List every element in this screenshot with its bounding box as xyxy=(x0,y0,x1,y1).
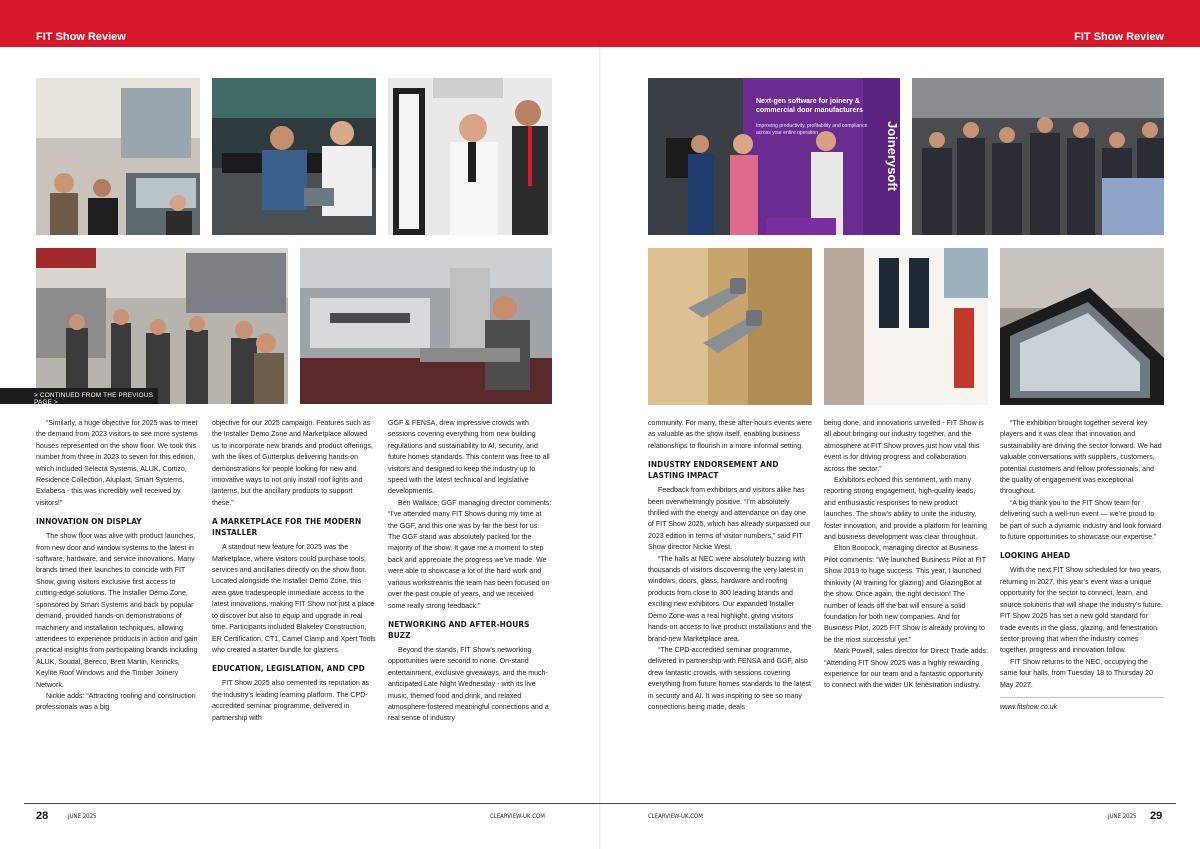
paragraph: Nickie adds: “Attracting roofing and construction professionals was a big xyxy=(36,692,196,712)
photo-seminar-audience xyxy=(912,78,1164,235)
header-bar xyxy=(0,0,1200,47)
paragraph: community. For many, these after-hours events were as valuable as the show itself, enabling business relationships to flourish in a more informal setting. xyxy=(648,420,812,450)
continued-label: > CONTINUED FROM THE PREVIOUS PAGE > xyxy=(0,388,158,404)
photo-machinery-operator xyxy=(300,248,552,404)
photo-composite-door xyxy=(824,248,988,405)
subheading-education: EDUCATION, LEGISLATION, AND CPD xyxy=(212,663,365,674)
subheading-innovation: INNOVATION ON DISPLAY xyxy=(36,516,142,527)
paragraph: Feedback from exhibitors and visitors alike has been overwhelmingly positive. “I’m absolutely thrilled with the energy and attendance on day one of FIT Show 2025, which has already surpassed our 2023 edition in terms of visitor numbers,” said FIT Show director Nickie West. xyxy=(648,487,811,552)
article-column-4 xyxy=(648,418,812,713)
paragraph: “A big thank you to the FIT Show team for delivering such a well-run event — we’re proud to be part of such a dynamic industry and look forward to future opportunities to showcase our expertise.” xyxy=(1000,499,1162,542)
paragraph: “Similarly, a huge objective for 2025 was to meet the demand from 2023 visitors to see more systems houses represented on the show floor. We took this number from three in 2023 to seven for this edition, which included Selecta Systems, ALUK, Cortizo, Residence Collection, Aluplast, Smart Systems, Exlabesa - this was incredibly well received by visitors!” xyxy=(36,420,198,507)
joinerysoft-sign-subline: Improving productivity, profitability and compliance across your entire operation xyxy=(756,123,868,136)
paragraph: Exhibitors echoed this sentiment, with many reporting strong engagement, high-quality leads, and enthusiastic responses to new product launches. The show’s ability to unite the industry, foster innovation, and provide a platform for learning and business development was clear throughout. xyxy=(824,477,987,542)
subheading-networking: NETWORKING AND AFTER-HOURS BUZZ xyxy=(388,618,530,640)
article-column-2 xyxy=(212,418,376,724)
paragraph: “The exhibition brought together several key players and it was clear that innovation and sustainability are driving the sector forward. We had valuable conversations with suppliers, customers, potential customers and fellow professionals, and the quality of engagement was exceptional throughout. xyxy=(1000,420,1162,496)
paragraph: “The CPD-accredited seminar programme, delivered in partnership with FENSA and GGF, also drew fantastic crowds, with sessions covering everything from future homes standards to the latest in security and AI. It was inspiring to see so many connections being made, deals xyxy=(648,646,811,711)
page-number-right: 29 xyxy=(1150,810,1163,822)
photo-door-handles xyxy=(648,248,812,405)
section-title-right: FIT Show Review xyxy=(1074,31,1164,43)
paragraph: A standout new feature for 2025 was the Marketplace, where visitors could purchase tools, services and ancillaries directly on the show floor. Located alongside the Installer Demo Zone, this area gave tradespeople immediate access to the latest innovations, making FIT Show not just a place to discover but also to equip and upgrade in real time. Participants included Blakeley Construction, ER Certification, CT1, Camel Clamp and Xpert Tools who created a starter bundle for glaziers. xyxy=(212,544,376,654)
joinerysoft-brand-vertical: Joinerysoft xyxy=(885,120,900,192)
site-url-left[interactable]: CLEARVIEW-UK.COM xyxy=(490,813,545,820)
spread-gutter xyxy=(599,47,601,849)
photo-show-floor-crowd xyxy=(36,248,288,404)
page-number-left: 28 xyxy=(36,810,49,822)
article-column-6 xyxy=(1000,418,1164,713)
article-column-5 xyxy=(824,418,988,692)
website-link[interactable]: www.fitshow.co.uk xyxy=(1000,697,1164,713)
issue-date-left: JUNE 2025 xyxy=(68,813,97,820)
photo-product-demo xyxy=(212,78,376,235)
joinerysoft-sign-headline: Next-gen software for joinery & commercial door manufacturers xyxy=(756,98,863,114)
paragraph: The show floor was alive with product launches, from new door and window systems to the latest in software, hardware, and service innovations. Many brands timed their launches to coincide with FIT Show, giving visitors exclusive first access to cutting-edge solutions. The Installer Demo Zone, sponsored by Smart Systems and back by popular demand, provided hands-on demonstrations of machinery and installation techniques, allowing attendees to experience products in action and gain practical insights from participating brands including ALUK, Soudal, Bereco, Brett Martin, Kenricks, Keylite Roof Windows and the Timber Joinery Network. xyxy=(36,533,198,689)
photo-window-frame-closeup xyxy=(1000,248,1164,405)
paragraph: being done, and innovations unveiled - FIT Show is all about bringing our industry together, and the atmosphere at FIT Show proves just how vital this event is for driving progress and collaboration across the sector.” xyxy=(824,420,984,473)
paragraph: With the next FIT Show scheduled for two years, returning in 2027, this year’s event was a unique opportunity for the sector to connect, learn, and source solutions that will shape the industry’s future. FIT Show 2025 has set a new gold standard for trade events in the glass, glazing, and fenestration sector-proving that when the industry comes together, progress and innovation follow. xyxy=(1000,567,1163,655)
photo-exhibitors-talking xyxy=(36,78,200,235)
section-title-left: FIT Show Review xyxy=(36,31,126,43)
issue-date-right: JUNE 2025 xyxy=(1108,813,1137,820)
article-column-3 xyxy=(388,418,552,725)
footer-rule-left xyxy=(24,803,600,804)
paragraph: “The halls at NEC were absolutely buzzing with thousands of visitors discovering the very latest in windows, doors, glass, hardware and roofing products from close to 300 leading brands and exciting new exhibitors. Our expanded Installer Demo Zone was a real highlight, giving visitors hands-on access to live product installations and the brand-new Marketplace area. xyxy=(648,555,812,643)
footer-rule-right xyxy=(600,803,1176,804)
paragraph: objective for our 2025 campaign. Features such as the Installer Demo Zone and Marketplace allowed us to incorporate new brands and product offerings, with the likes of Gutterplus delivering hands-on demonstrations for people looking for new and innovative ways to not only install roof lights and lanterns, but the ancillary products to support these.” xyxy=(212,420,373,507)
photo-joinerysoft-stand-interview xyxy=(648,78,900,235)
site-url-right[interactable]: CLEARVIEW-UK.COM xyxy=(648,813,703,820)
paragraph: Ben Wallace, GGF managing director comments: “I’ve attended many FIT Shows during my time at the GGF, and this one was by far the best for us. The GGF stand was absolutely packed for the majority of the show. It gave me a moment to step back and appreciate the progress we’ve made. We were able to showcase a lot of the hard work and various workstreams the team has been focused on over the past couple of years, and we received some really strong feedback.” xyxy=(388,499,552,610)
paragraph: FIT Show returns to the NEC, occupying the same four halls, from Tuesday 18 to Thursday 20 May 2027. xyxy=(1000,658,1154,689)
photo-window-inspection xyxy=(388,78,552,235)
subheading-looking-ahead: LOOKING AHEAD xyxy=(1000,550,1071,561)
paragraph: Elton Boocock, managing director at Business Pilot comments: “We launched Business Pilot at FIT Show 2019 to huge success. This year, I launched thinkivity (AI training for glazing) and GlazingBot at the show. Once again, the right decision! The number of leads off the bat will ensure a solid foundation for both new companies. And for Business Pilot, 2025 FIT Show is already proving to be the most successful yet.” xyxy=(824,545,986,644)
paragraph: Beyond the stands, FIT Show’s networking opportunities were second to none. On-stand entertainment, exclusive giveaways, and the much-anticipated Late Night Wednesday - with its live music, themed food and drink, and relaxed atmosphere-fostered meaningful connections and a real sense of industry xyxy=(388,646,549,723)
subheading-endorsement: INDUSTRY ENDORSEMENT AND LASTING IMPACT xyxy=(648,459,779,481)
paragraph: FIT Show 2025 also cemented its reputation as the industry’s leading learning platform. The CPD-accredited seminar programme, delivered in partnership with xyxy=(212,680,370,722)
article-column-1 xyxy=(36,418,200,714)
paragraph: GGF & FENSA, drew impressive crowds with sessions covering everything from new building regulations and sustainability to AI, security, and future homes standards. This content was free to all visitors and designed to keep the industry up to speed with the latest technical and legislative developments. xyxy=(388,420,550,496)
paragraph: Mark Powell, sales director for Direct Trade adds: “Attending FIT Show 2025 was a highly rewarding experience for our team and a fantastic opportunity to connect with the wider UK fenestration industry. xyxy=(824,648,988,690)
subheading-marketplace: A MARKETPLACE FOR THE MODERN INSTALLER xyxy=(212,516,362,538)
